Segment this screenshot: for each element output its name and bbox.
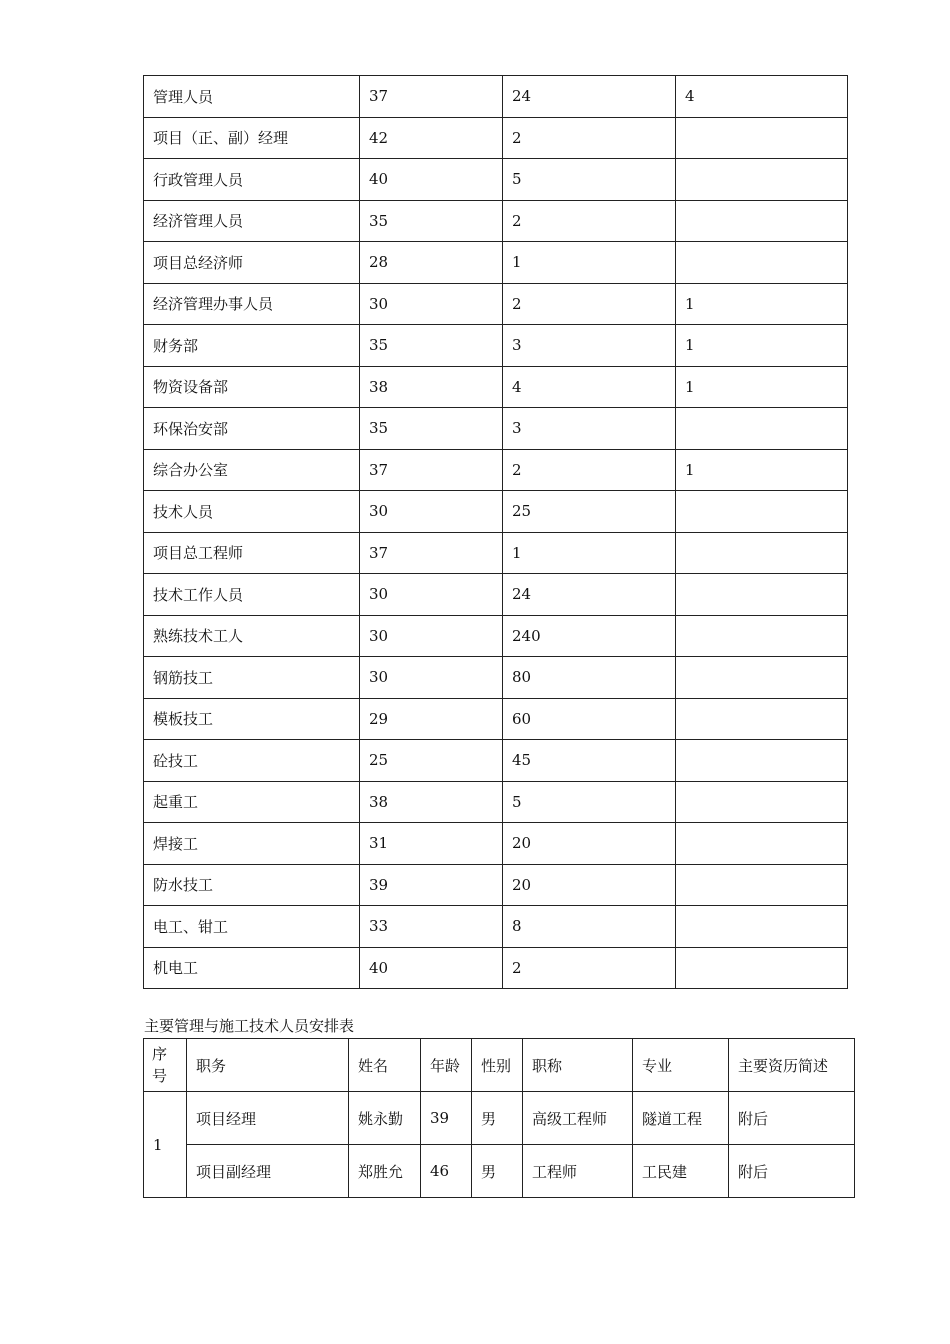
cell-category: 焊接工: [144, 823, 360, 865]
table-row: [144, 532, 848, 574]
cell-category: 财务部: [144, 325, 360, 367]
cell-gender: 男: [472, 1092, 523, 1145]
cell-col4: [676, 159, 848, 201]
cell-col3: 25: [503, 491, 676, 533]
cell-col4: [676, 491, 848, 533]
cell-col4: [676, 242, 848, 284]
cell-col2: 30: [360, 283, 503, 325]
cell-col4: [676, 657, 848, 699]
table-row: [144, 200, 848, 242]
cell-category: 物资设备部: [144, 366, 360, 408]
cell-col3: 8: [503, 906, 676, 948]
cell-col2: 38: [360, 366, 503, 408]
cell-resume: 附后: [729, 1145, 855, 1198]
cell-col2: 35: [360, 200, 503, 242]
cell-category: 项目（正、副）经理: [144, 117, 360, 159]
cell-col3: 5: [503, 159, 676, 201]
cell-col4: [676, 532, 848, 574]
cell-category: 项目总经济师: [144, 242, 360, 284]
cell-col4: [676, 200, 848, 242]
table-row: [144, 823, 848, 865]
table-row: [144, 408, 848, 450]
table-row: [144, 366, 848, 408]
cell-col3: 2: [503, 449, 676, 491]
personnel-arrangement-table: [143, 1038, 855, 1198]
cell-col2: 37: [360, 449, 503, 491]
cell-col2: 30: [360, 574, 503, 616]
cell-col3: 80: [503, 657, 676, 699]
cell-position: 项目经理: [187, 1092, 349, 1145]
cell-category: 熟练技术工人: [144, 615, 360, 657]
group-seq-cell: 1: [144, 1092, 187, 1198]
cell-col4: 1: [676, 366, 848, 408]
cell-col4: [676, 574, 848, 616]
table-row: [144, 740, 848, 782]
cell-col4: [676, 615, 848, 657]
header-seq: 序 号: [144, 1039, 187, 1092]
cell-gender: 男: [472, 1145, 523, 1198]
cell-category: 项目总工程师: [144, 532, 360, 574]
cell-col3: 5: [503, 781, 676, 823]
cell-col4: 4: [676, 76, 848, 118]
table-row: [144, 242, 848, 284]
cell-col2: 29: [360, 698, 503, 740]
cell-col4: [676, 781, 848, 823]
cell-category: 行政管理人员: [144, 159, 360, 201]
cell-resume: 附后: [729, 1092, 855, 1145]
cell-col3: 24: [503, 76, 676, 118]
cell-col4: [676, 117, 848, 159]
cell-col3: 3: [503, 325, 676, 367]
cell-col3: 24: [503, 574, 676, 616]
cell-category: 模板技工: [144, 698, 360, 740]
table-row: [144, 283, 848, 325]
cell-age: 46: [421, 1145, 472, 1198]
cell-col3: 3: [503, 408, 676, 450]
cell-col2: 28: [360, 242, 503, 284]
cell-category: 钢筋技工: [144, 657, 360, 699]
table-row: [144, 615, 848, 657]
cell-col2: 40: [360, 159, 503, 201]
cell-col3: 2: [503, 117, 676, 159]
cell-age: 39: [421, 1092, 472, 1145]
cell-title: 工程师: [523, 1145, 633, 1198]
cell-major: 隧道工程: [633, 1092, 729, 1145]
cell-col2: 38: [360, 781, 503, 823]
cell-col3: 240: [503, 615, 676, 657]
cell-col4: [676, 823, 848, 865]
header-age: 年龄: [421, 1039, 472, 1092]
cell-col2: 30: [360, 615, 503, 657]
cell-col2: 40: [360, 947, 503, 989]
cell-col2: 39: [360, 864, 503, 906]
cell-category: 技术工作人员: [144, 574, 360, 616]
cell-category: 电工、钳工: [144, 906, 360, 948]
cell-col3: 20: [503, 864, 676, 906]
cell-category: 机电工: [144, 947, 360, 989]
cell-col2: 35: [360, 408, 503, 450]
table-row: [144, 491, 848, 533]
cell-col2: 33: [360, 906, 503, 948]
cell-col3: 2: [503, 947, 676, 989]
table-header-row: [144, 1039, 855, 1092]
cell-category: 经济管理人员: [144, 200, 360, 242]
cell-category: 起重工: [144, 781, 360, 823]
header-resume: 主要资历简述: [729, 1039, 855, 1092]
header-position: 职务: [187, 1039, 349, 1092]
table-row: [144, 325, 848, 367]
cell-category: 环保治安部: [144, 408, 360, 450]
cell-col3: 4: [503, 366, 676, 408]
cell-col2: 30: [360, 491, 503, 533]
table-row: [144, 906, 848, 948]
cell-col3: 1: [503, 532, 676, 574]
cell-col2: 37: [360, 532, 503, 574]
table-row: [144, 1145, 855, 1198]
cell-col4: 1: [676, 283, 848, 325]
table-row: [144, 117, 848, 159]
cell-col4: [676, 740, 848, 782]
cell-name: 姚永勤: [349, 1092, 421, 1145]
table-row: [144, 1092, 855, 1145]
cell-col4: 1: [676, 325, 848, 367]
cell-position: 项目副经理: [187, 1145, 349, 1198]
cell-col3: 2: [503, 283, 676, 325]
cell-category: 防水技工: [144, 864, 360, 906]
table-caption: 主要管理与施工技术人员安排表: [144, 1017, 355, 1035]
cell-col3: 45: [503, 740, 676, 782]
table-row: [144, 574, 848, 616]
cell-title: 高级工程师: [523, 1092, 633, 1145]
table-row: [144, 159, 848, 201]
table-row: [144, 781, 848, 823]
header-major: 专业: [633, 1039, 729, 1092]
cell-col2: 31: [360, 823, 503, 865]
cell-col2: 30: [360, 657, 503, 699]
cell-col4: [676, 698, 848, 740]
cell-col3: 60: [503, 698, 676, 740]
cell-col4: 1: [676, 449, 848, 491]
table-row: [144, 698, 848, 740]
staff-statistics-table: [143, 75, 848, 989]
cell-col4: [676, 864, 848, 906]
staff-statistics-body: [144, 76, 848, 989]
cell-col4: [676, 408, 848, 450]
table-row: [144, 864, 848, 906]
cell-col3: 20: [503, 823, 676, 865]
cell-category: 经济管理办事人员: [144, 283, 360, 325]
cell-col3: 1: [503, 242, 676, 284]
cell-col4: [676, 906, 848, 948]
cell-col2: 37: [360, 76, 503, 118]
cell-category: 技术人员: [144, 491, 360, 533]
header-name: 姓名: [349, 1039, 421, 1092]
cell-col3: 2: [503, 200, 676, 242]
cell-col2: 42: [360, 117, 503, 159]
cell-category: 砼技工: [144, 740, 360, 782]
cell-col2: 25: [360, 740, 503, 782]
cell-col2: 35: [360, 325, 503, 367]
table-row: [144, 947, 848, 989]
cell-category: 管理人员: [144, 76, 360, 118]
cell-name: 郑胜允: [349, 1145, 421, 1198]
cell-major: 工民建: [633, 1145, 729, 1198]
table-row: [144, 657, 848, 699]
cell-col4: [676, 947, 848, 989]
header-title: 职称: [523, 1039, 633, 1092]
table-row: [144, 76, 848, 118]
header-gender: 性别: [472, 1039, 523, 1092]
cell-category: 综合办公室: [144, 449, 360, 491]
table-row: [144, 449, 848, 491]
